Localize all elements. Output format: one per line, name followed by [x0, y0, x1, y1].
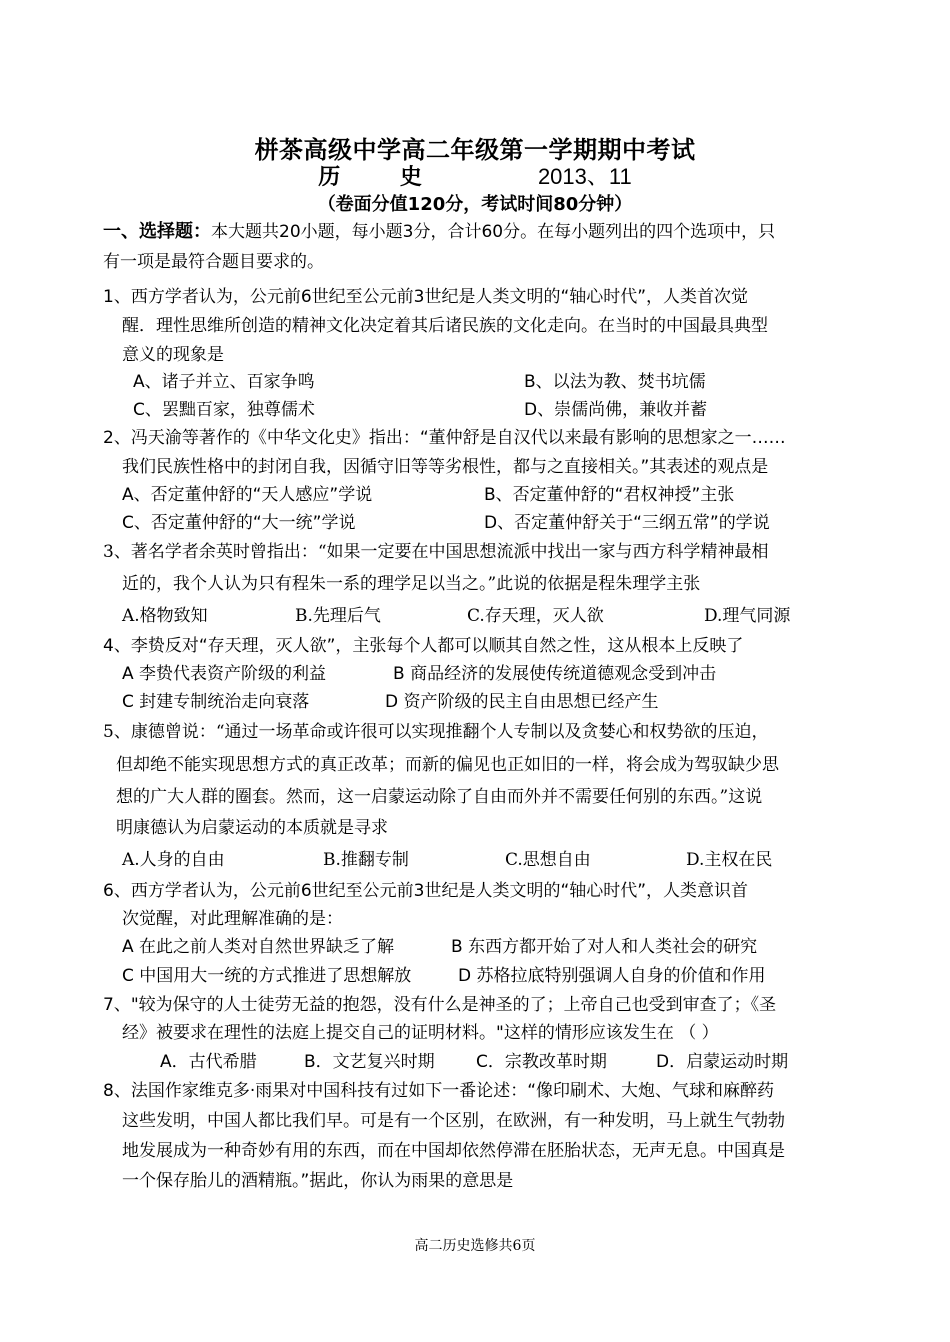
question-1-option-c[interactable]: C、罢黜百家，独尊儒术: [133, 400, 315, 420]
question-7-option-d[interactable]: D．启蒙运动时期: [656, 1052, 789, 1072]
question-2-line-1: 2、冯天渝等著作的《中华文化史》指出：“董仲舒是自汉代以来最有影响的思想家之一……: [103, 428, 786, 448]
question-5-line-2: 但却绝不能实现思想方式的真正改革；而新的偏见也正如旧的一样，将会成为驾驭缺少思: [116, 755, 779, 775]
question-8-line-4: 一个保存胎儿的酒精瓶。”据此，你认为雨果的意思是: [122, 1171, 514, 1191]
question-5-option-c[interactable]: C.思想自由: [505, 850, 591, 870]
school-title: 栟茶高级中学高二年级第一学期期中考试: [254, 136, 696, 164]
question-5-line-4: 明康德认为启蒙运动的本质就是寻求: [116, 818, 388, 838]
question-8-line-3: 地发展成为一种奇妙有用的东西，而在中国却依然停滞在胚胎状态，无声无息。中国真是: [122, 1141, 785, 1161]
question-6-option-a[interactable]: A 在此之前人类对自然世界缺乏了解: [122, 937, 395, 957]
question-6-option-c[interactable]: C 中国用大一统的方式推进了思想解放: [122, 966, 412, 986]
question-6-option-b[interactable]: B 东西方都开始了对人和人类社会的研究: [451, 937, 758, 957]
question-1-line-3: 意义的现象是: [122, 345, 224, 365]
question-1-option-a[interactable]: A、诸子并立、百家争鸣: [133, 372, 315, 392]
question-4-option-d[interactable]: D 资产阶级的民主自由思想已经产生: [385, 692, 659, 712]
page-footer: 高二历史选修共6页: [414, 1238, 536, 1254]
question-4-option-b[interactable]: B 商品经济的发展使传统道德观念受到冲击: [393, 664, 717, 684]
question-7-line-2: 经》被要求在理性的法庭上提交自己的证明材料。"这样的情形应该发生在 （ ）: [122, 1023, 719, 1043]
question-2-line-2: 我们民族性格中的封闭自我，因循守旧等等劣根性，都与之直接相关。”其表述的观点是: [122, 457, 769, 477]
question-8-line-2: 这些发明，中国人都比我们早。可是有一个区别，在欧洲，有一种发明，马上就生气勃勃: [122, 1111, 785, 1131]
question-3-line-1: 3、著名学者余英时曾指出：“如果一定要在中国思想流派中找出一家与西方科学精神最相: [103, 542, 769, 562]
question-3-option-d[interactable]: D.理气同源: [704, 606, 791, 626]
exam-date: 2013、11: [537, 164, 632, 189]
section-instructions: [103, 222, 775, 242]
question-5-option-a[interactable]: A.人身的自由: [122, 850, 225, 870]
question-5-line-3: 想的广大人群的圈套。然而，这一启蒙运动除了自由而外并不需要任何别的东西。”这说: [116, 787, 763, 807]
question-1-line-2: 醒．理性思维所创造的精神文化决定着其后诸民族的文化走向。在当时的中国最具典型: [122, 316, 768, 336]
question-3-option-a[interactable]: A.格物致知: [122, 606, 208, 626]
question-5-line-1: 5、康德曾说：“通过一场革命或许很可以实现推翻个人专制以及贪婪心和权势欲的压迫，: [103, 722, 769, 742]
question-4-option-a[interactable]: A 李贽代表资产阶级的利益: [122, 664, 327, 684]
question-1-option-d[interactable]: D、崇儒尚佛，兼收并蓄: [524, 400, 708, 420]
question-4-option-c[interactable]: C 封建专制统治走向衰落: [122, 692, 310, 712]
subject-line: [0, 160, 950, 191]
question-3-option-b[interactable]: B.先理后气: [295, 606, 381, 626]
question-6-option-d[interactable]: D 苏格拉底特别强调人自身的价值和作用: [458, 966, 766, 986]
subject: 历 史: [318, 165, 448, 190]
question-2-option-a[interactable]: A、否定董仲舒的“天人感应”学说: [122, 485, 373, 505]
section-instructions-1: 本大题共20小题，每小题3分，合计60分。在每小题列出的四个选项中，只: [211, 222, 776, 242]
question-6-line-2: 次觉醒，对此理解准确的是：: [122, 909, 343, 929]
section-instructions-2: 有一项是最符合题目要求的。: [103, 252, 324, 272]
question-7-line-1: 7、"较为保守的人士徒劳无益的抱怨，没有什么是神圣的了；上帝自己也受到审查了；《圣: [103, 995, 777, 1015]
question-6-line-1: 6、西方学者认为，公元前6世纪至公元前3世纪是人类文明的“轴心时代”，人类意识首: [103, 881, 749, 901]
question-5-option-d[interactable]: D.主权在民: [686, 850, 773, 870]
question-2-option-d[interactable]: D、否定董仲舒关于“三纲五常”的学说: [484, 513, 770, 533]
exam-info: （卷面分值120分，考试时间80分钟）: [317, 194, 633, 215]
question-5-option-b[interactable]: B.推翻专制: [323, 850, 409, 870]
question-2-option-b[interactable]: B、否定董仲舒的“君权神授”主张: [484, 485, 735, 505]
question-3-line-2: 近的，我个人认为只有程朱一系的理学足以当之。”此说的依据是程朱理学主张: [122, 574, 701, 594]
question-1-line-1: 1、西方学者认为，公元前6世纪至公元前3世纪是人类文明的“轴心时代”，人类首次觉: [103, 287, 749, 307]
question-4-line-1: 4、李贽反对“存天理，灭人欲”，主张每个人都可以顺其自然之性，这从根本上反映了: [103, 636, 744, 656]
section-heading: 一、选择题：: [103, 221, 211, 242]
question-7-option-a[interactable]: A．古代希腊: [160, 1052, 257, 1072]
question-1-option-b[interactable]: B、以法为教、焚书坑儒: [524, 372, 706, 392]
question-3-option-c[interactable]: C.存天理，灭人欲: [467, 606, 604, 626]
question-7-option-b[interactable]: B．文艺复兴时期: [304, 1052, 435, 1072]
question-2-option-c[interactable]: C、否定董仲舒的“大一统”学说: [122, 513, 356, 533]
question-7-option-c[interactable]: C．宗教改革时期: [476, 1052, 607, 1072]
question-8-line-1: 8、法国作家维克多·雨果对中国科技有过如下一番论述：“像印刷术、大炮、气球和麻醉药: [103, 1081, 775, 1101]
